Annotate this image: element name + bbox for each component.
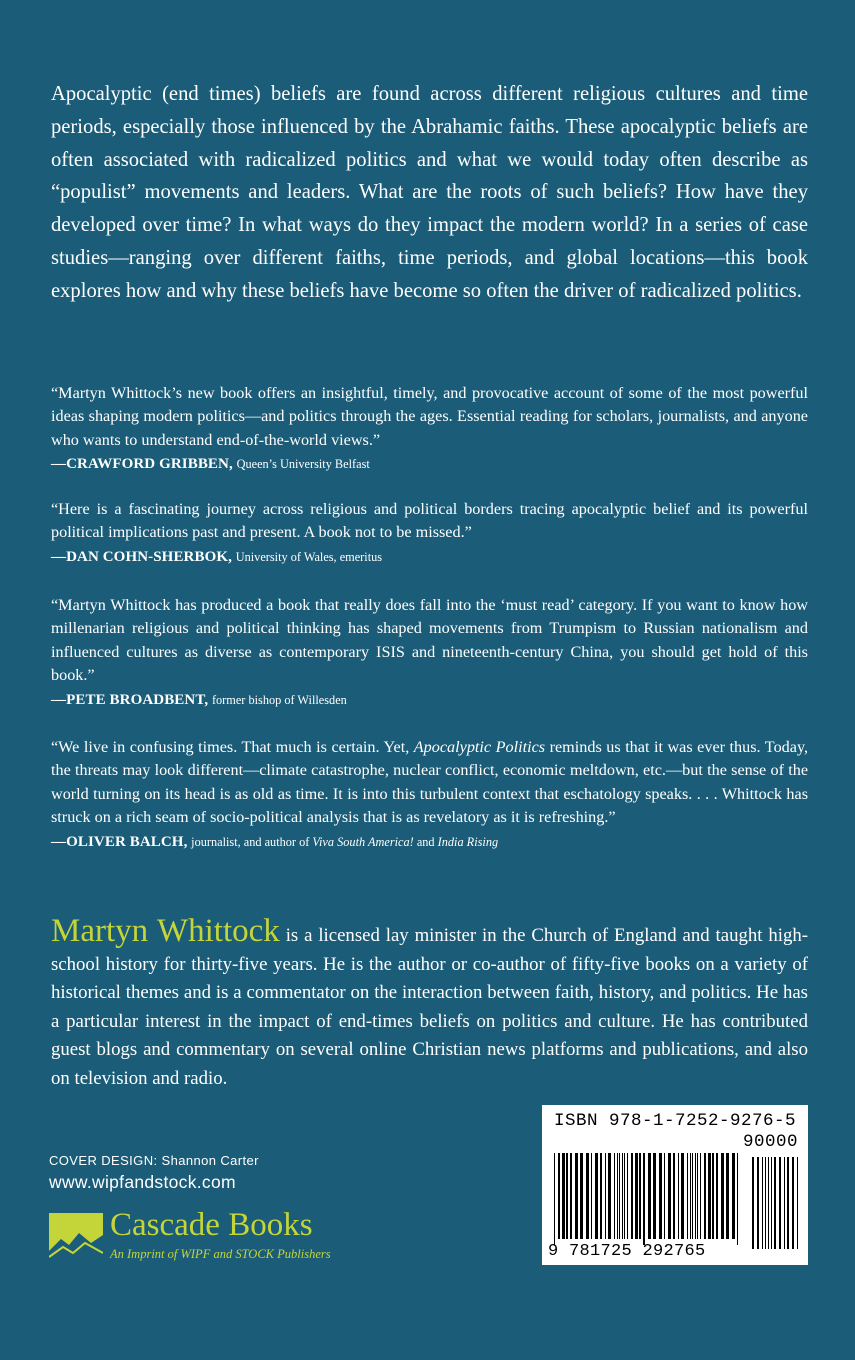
barcode-bar — [580, 1153, 583, 1239]
barcode-bar — [697, 1153, 698, 1239]
publisher-name: Cascade Books — [110, 1207, 313, 1243]
barcode-bar — [653, 1153, 656, 1239]
barcode-bar — [600, 1153, 602, 1239]
barcode-bar — [765, 1157, 766, 1249]
barcode-bar — [643, 1153, 645, 1245]
barcode-bar — [687, 1153, 688, 1239]
barcode-bar — [737, 1153, 738, 1245]
barcode-bar — [619, 1153, 620, 1239]
barcode-bar — [562, 1153, 565, 1239]
barcode-bar — [659, 1153, 662, 1239]
barcode-bar — [768, 1157, 769, 1249]
endorsement-text — [51, 736, 808, 830]
barcode-bar — [608, 1153, 611, 1239]
barcode-bar — [668, 1153, 671, 1239]
cover-design-credit: COVER DESIGN: Shannon Carter — [49, 1153, 259, 1168]
barcode-bar — [712, 1153, 714, 1239]
barcode-bar — [678, 1153, 679, 1239]
endorser-affiliation: University of Wales, emeritus — [235, 549, 383, 564]
barcode-bar — [762, 1157, 763, 1249]
barcode-bar — [586, 1153, 589, 1239]
barcode-bar — [617, 1153, 618, 1239]
author-name: Martyn Whittock — [51, 913, 280, 949]
publisher-logo — [49, 1207, 369, 1271]
barcode-bar — [673, 1153, 675, 1239]
barcode-bar — [648, 1153, 651, 1239]
barcode-bar — [558, 1153, 560, 1239]
author-bio — [51, 913, 808, 1093]
endorser-name: —PETE BROADBENT, — [51, 691, 209, 708]
mountain-logo-icon — [49, 1213, 103, 1263]
endorsement-text: “Martyn Whittock has produced a book that really does fall into the ‘must read’ category. If you want to know how millenarian religious and political thinking has shaped movements from Trumpism to Russian nationalism and influenced cultures as diverse as contemporary ISIS and nineteenth-century China, you should get hold of this book.” — [51, 596, 808, 685]
endorsement-attribution — [51, 454, 808, 474]
barcode-bar — [695, 1153, 696, 1239]
barcode-bar — [787, 1157, 789, 1249]
endorsement-text-part: “We live in confusing times. That much is certain. Yet, — [51, 738, 410, 756]
barcode-bar — [784, 1157, 785, 1249]
endorser-affiliation — [191, 835, 498, 849]
barcode-bar — [779, 1157, 781, 1249]
publisher-website: www.wipfandstock.com — [49, 1172, 236, 1192]
endorsement-4 — [51, 736, 808, 852]
barcode-bar — [690, 1153, 691, 1239]
book-title-italic: Apocalyptic Politics — [413, 738, 546, 756]
barcode-bar — [622, 1153, 623, 1239]
barcode-bar — [635, 1153, 638, 1239]
barcode-bar — [554, 1153, 555, 1245]
endorsement-3 — [51, 594, 808, 710]
barcode-bar — [624, 1153, 625, 1239]
barcode-bar — [708, 1153, 711, 1239]
barcode-bar — [774, 1157, 776, 1249]
barcode-bar — [614, 1153, 615, 1239]
book-title-italic: Viva South America! — [312, 834, 414, 849]
barcode-bar — [771, 1157, 772, 1249]
endorsement-2 — [51, 498, 808, 567]
barcode-bar — [757, 1157, 759, 1249]
endorser-affiliation: former bishop of Willesden — [211, 692, 347, 707]
barcode-bar — [692, 1153, 693, 1239]
barcode-bars — [542, 1105, 808, 1265]
affiliation-part: and — [416, 834, 435, 849]
endorsement-attribution — [51, 690, 808, 710]
barcode-bar — [595, 1153, 598, 1239]
endorsement-text: “Martyn Whittock’s new book offers an insightful, timely, and provocative account of some of the most powerful ideas shaping modern politics—and politics through the ages. Essential reading for scholars, journalists, and anyone who wants to understand end-of-the-world views.” — [51, 384, 808, 449]
book-description: Apocalyptic (end times) beliefs are found across different religious cultures and time periods, especially those influenced by the Abrahamic faiths. These apocalyptic beliefs are often associated with radicalized politics and what we would today often describe as “populist” movements and leaders. What are the roots of such beliefs? How have they developed over time? In what ways do they impact the modern world? In a series of case studies—ranging over different faiths, time periods, and global locations—this book explores how and why these beliefs have become so often the driver of radicalized politics. — [51, 83, 808, 302]
barcode-bar — [752, 1157, 754, 1249]
barcode-bar — [605, 1153, 606, 1239]
barcode-bar — [726, 1153, 729, 1239]
endorser-name: —CRAWFORD GRIBBEN, — [51, 456, 233, 473]
endorsement-attribution — [51, 832, 808, 852]
barcode-bar — [700, 1153, 701, 1239]
endorser-affiliation: Queen’s University Belfast — [236, 457, 370, 472]
author-bio-text: is a licensed lay minister in the Church of England and taught high-school history for thirty-five years. He is the author or co-author of fifty-five books on a variety of historical themes and is a commentator on the interaction between faith, history, and politics. He has a particular interest in the impact of end-times beliefs on politics and culture. He has contributed guest blogs and commentary on several online Christian news platforms and publications, and also on television and radio. — [51, 925, 808, 1089]
barcode-bar — [627, 1153, 628, 1239]
endorsement-text: “Here is a fascinating journey across religious and political borders tracing apocalyptic belief and its powerful political implications past and present. A book not to be missed.” — [51, 500, 808, 542]
book-title-italic: India Rising — [437, 834, 499, 849]
barcode-bar — [732, 1153, 735, 1239]
endorser-name: —OLIVER BALCH, — [51, 833, 188, 850]
isbn-number: ISBN 978-1-7252-9276-5 — [554, 1111, 797, 1131]
barcode-bar — [631, 1153, 633, 1239]
price-code: 90000 — [742, 1132, 798, 1152]
endorsement-text-part: reminds us that it was ever thus. Today, the threats may look different—climate catastrophe, nuclear conflict, economic meltdown, etc.—but the sense of the world turning on its head is as old as time. It is into this turbulent context that eschatology speaks. . . . Whittock has struck on a rich seam of socio-political analysis that is as revelatory as it is refreshing.” — [51, 738, 809, 827]
barcode-bar — [681, 1153, 684, 1239]
barcode-bar — [664, 1153, 665, 1239]
barcode-bar — [721, 1153, 724, 1239]
isbn-barcode — [542, 1105, 808, 1265]
barcode-bar — [792, 1157, 794, 1249]
affiliation-part: journalist, and author of — [191, 834, 310, 849]
endorsement-1 — [51, 382, 808, 474]
barcode-bar — [591, 1153, 592, 1239]
credits — [49, 1153, 259, 1193]
barcode-bar — [575, 1153, 578, 1239]
barcode-bar — [570, 1153, 572, 1239]
barcode-bar — [716, 1153, 718, 1239]
ean-number: 9 781725 292765 — [548, 1242, 706, 1261]
barcode-bar — [566, 1153, 568, 1239]
endorsement-attribution — [51, 547, 808, 567]
endorser-name: —DAN COHN-SHERBOK, — [51, 548, 232, 565]
publisher-tagline: An Imprint of WIPF and STOCK Publishers — [110, 1247, 331, 1261]
barcode-bar — [704, 1153, 706, 1239]
barcode-bar — [797, 1157, 798, 1249]
barcode-bar — [639, 1153, 641, 1239]
